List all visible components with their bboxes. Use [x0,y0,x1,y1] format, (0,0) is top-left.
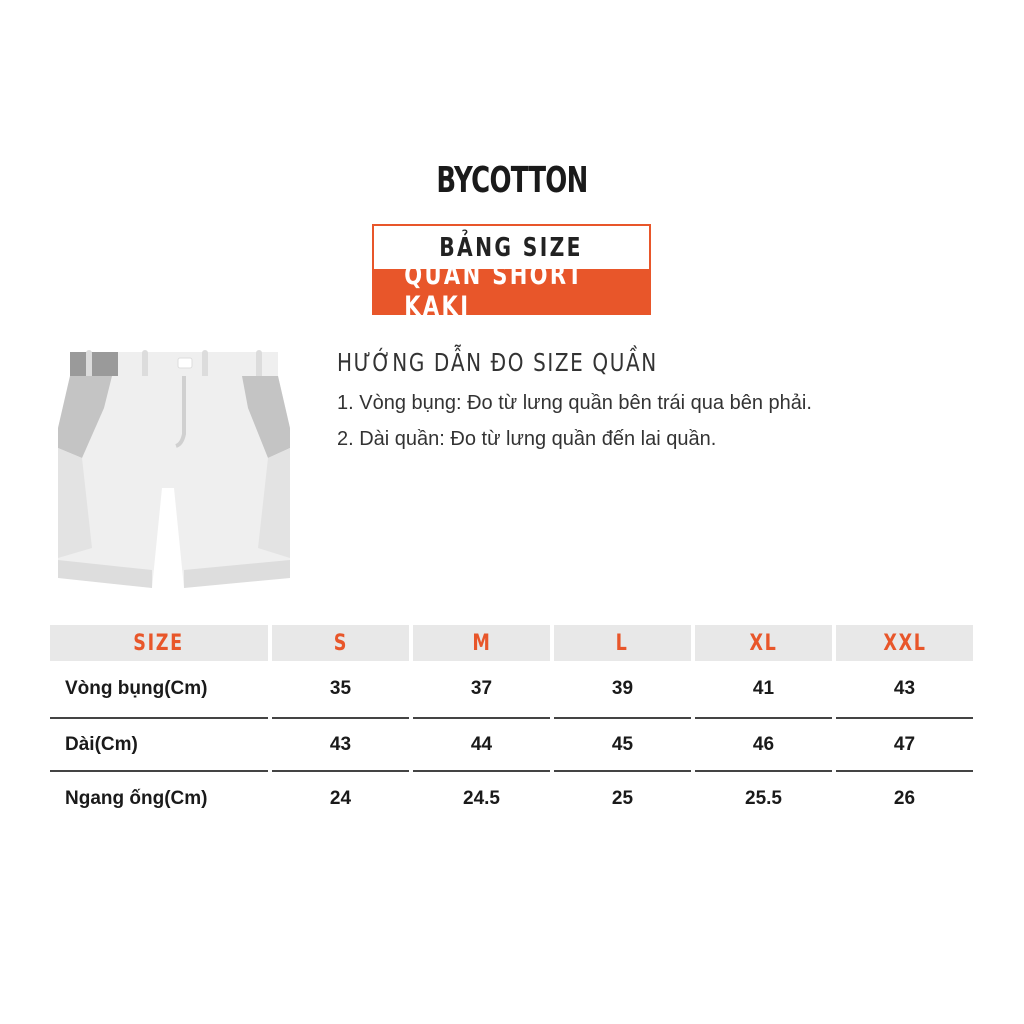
measuring-guide [337,348,977,457]
table-header-cell: SIZE [50,625,268,661]
button [178,358,192,368]
table-row-label: Dài(Cm) [50,719,268,772]
product-name-text: QUẦN SHORT KAKI [404,260,585,322]
table-row-label: Ngang ống(Cm) [65,787,208,809]
belt-loop [86,350,92,380]
table-row [50,772,970,825]
product-name-banner [374,260,649,322]
belt-loop [142,350,148,380]
guide-line-length: 2. Dài quần: Đo từ lưng quần đến lai quần. [337,428,717,450]
size-chart-title-box [372,224,651,322]
belt-loop [256,350,262,380]
waistband-left-shade [70,352,118,376]
table-header-cell: XXL [836,625,973,661]
table-cell: 43 [272,719,409,772]
table-header-cell: S [272,625,409,661]
shorts-illustration-icon [52,348,296,592]
table-cell: 37 [413,661,550,719]
table-cell: 41 [695,661,832,719]
table-header-row [50,625,970,661]
table-cell: 45 [554,719,691,772]
size-table [50,625,970,825]
table-header-cell: M [413,625,550,661]
table-cell: 44 [413,719,550,772]
table-cell: 47 [836,719,973,772]
table-cell: 24 [329,787,352,809]
table-cell: 26 [893,787,916,809]
table-cell: 24.5 [463,787,500,809]
table-cell: 35 [272,661,409,719]
brand-logo-text: BYCOTTON [436,160,588,201]
guide-line-waist: 1. Vòng bụng: Đo từ lưng quần bên trái qua bên phải. [337,392,812,414]
table-row-label: Vòng bụng(Cm) [50,661,268,719]
table-row [50,719,970,772]
table-cell: 43 [836,661,973,719]
table-header-cell: L [554,625,691,661]
table-header-cell: XL [695,625,832,661]
table-cell: 25.5 [745,787,782,809]
table-cell: 46 [695,719,832,772]
belt-loop [202,350,208,380]
guide-title: HƯỚNG DẪN ĐO SIZE QUẦN [337,348,658,377]
size-chart-title-text: BẢNG SIZE [439,232,584,263]
table-cell: 25 [611,787,634,809]
table-cell: 39 [554,661,691,719]
table-row [50,661,970,719]
